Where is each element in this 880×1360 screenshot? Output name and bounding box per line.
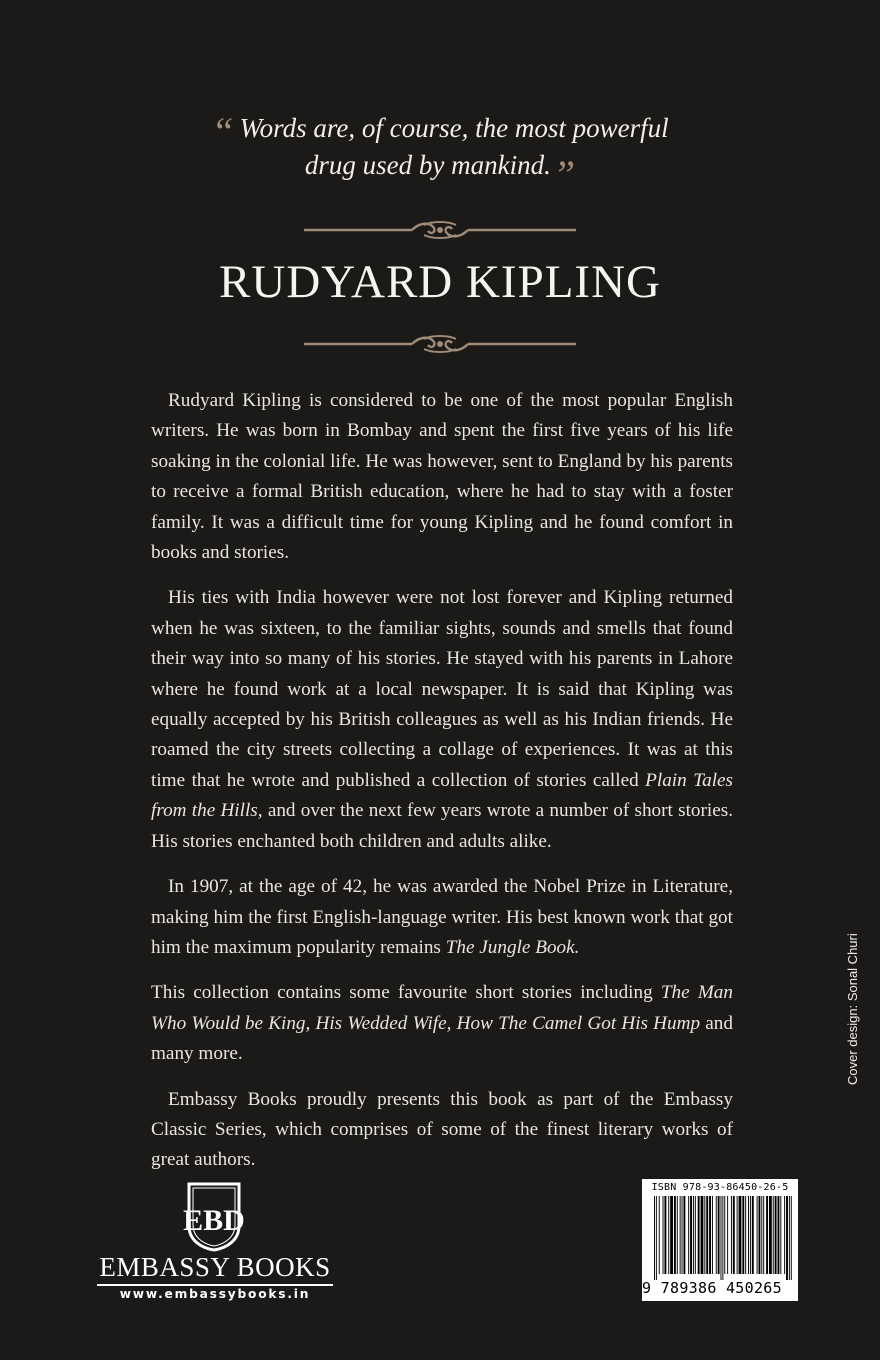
barcode-bar xyxy=(722,1196,723,1280)
barcode-bar xyxy=(701,1196,704,1274)
barcode-bar xyxy=(745,1196,746,1274)
barcode-bar xyxy=(766,1196,768,1274)
book-title-jungle-book: The Jungle Book. xyxy=(445,936,580,958)
publisher-name: EMBASSY BOOKS xyxy=(99,1252,331,1282)
barcode-bar xyxy=(769,1196,772,1274)
blurb-paragraph-3: In 1907, at the age of 42, he was awarded the Nobel Prize in Literature, making him the first English-language writer. His best known work that got him the maximum popularity remains The Jungle Book. xyxy=(151,876,733,958)
barcode-bar xyxy=(739,1196,742,1274)
barcode-bar xyxy=(718,1196,720,1274)
barcode-bar xyxy=(784,1196,785,1274)
quote-line-1: “ Words are, of course, the most powerful xyxy=(211,109,669,154)
back-cover-quote xyxy=(180,109,700,197)
barcode-bar xyxy=(752,1196,754,1274)
barcode-bar xyxy=(757,1196,758,1274)
cover-design-credit: Cover design: Sonal Churi xyxy=(845,933,860,1085)
barcode-bar xyxy=(791,1196,792,1280)
barcode-bar xyxy=(659,1196,660,1274)
barcode-bar xyxy=(750,1196,751,1274)
close-quote-mark: ” xyxy=(552,152,576,197)
barcode-bar xyxy=(664,1196,666,1274)
barcode-bar xyxy=(663,1196,664,1274)
barcode-bar xyxy=(709,1196,711,1274)
publisher-url: www.embassybooks.in xyxy=(119,1287,311,1301)
barcode-bar xyxy=(748,1196,749,1274)
barcode-bar xyxy=(706,1196,708,1274)
barcode-bar xyxy=(682,1196,683,1274)
barcode-bar xyxy=(763,1196,764,1274)
blurb-paragraph-4: This collection contains some favourite short stories including The Man Who Would be King, His Wedded Wife, How The Camel Got His Hump and many more. xyxy=(151,982,733,1065)
barcode-bar xyxy=(761,1196,762,1274)
barcode-bar xyxy=(680,1196,681,1274)
barcode-bar xyxy=(786,1196,788,1280)
isbn-label: ISBN 978-93-86450-26-5 xyxy=(651,1182,789,1193)
barcode-bar xyxy=(683,1196,685,1274)
barcode-bar xyxy=(775,1196,777,1274)
open-quote-mark: “ xyxy=(211,109,234,154)
ornament-divider-bottom-icon xyxy=(300,331,580,357)
barcode-bars-icon xyxy=(654,1196,794,1280)
ornament-divider-top-icon xyxy=(300,217,580,243)
barcode-bar xyxy=(704,1196,705,1274)
blurb-paragraph-5: Embassy Books proudly presents this book as part of the Embassy Classic Series, which comprises of some of the finest literary works of great authors. xyxy=(151,1088,733,1171)
barcode-bar xyxy=(654,1196,655,1280)
blurb-paragraph-1: Rudyard Kipling is considered to be one of the most popular English writers. He was born in Bombay and spent the first five years of his life soaking in the colonial life. He was however, sent to England by his parents to receive a formal British education, where he had to stay with a foster family. It was a difficult time for young Kipling and he found comfort in books and stories. xyxy=(151,390,733,564)
barcode-bar xyxy=(677,1196,678,1274)
book-title-plain-tales: Plain Tales from the Hills, xyxy=(151,769,734,822)
barcode-bar xyxy=(737,1196,738,1274)
barcode-bar xyxy=(724,1196,725,1274)
author-name: RUDYARD KIPLING xyxy=(219,256,661,308)
svg-text:EBD: EBD xyxy=(183,1204,245,1237)
barcode-bar xyxy=(780,1196,781,1274)
barcode-bar xyxy=(674,1196,676,1274)
barcode-bar xyxy=(716,1196,717,1274)
publisher-emblem-icon xyxy=(183,1178,245,1252)
isbn-digits: 9 789386 450265 xyxy=(642,1279,782,1297)
barcode-bar xyxy=(698,1196,700,1274)
barcode-bar xyxy=(778,1196,780,1274)
barcode-bar xyxy=(688,1196,689,1274)
barcode-bar xyxy=(690,1196,692,1274)
barcode-bar xyxy=(733,1196,735,1274)
barcode-bar xyxy=(731,1196,732,1274)
blurb-text xyxy=(151,386,733,1191)
barcode-bar xyxy=(789,1196,790,1280)
barcode-bar xyxy=(759,1196,761,1274)
barcode-bar xyxy=(693,1196,694,1274)
barcode-bar xyxy=(721,1196,722,1280)
isbn-barcode xyxy=(642,1179,798,1301)
barcode-bar xyxy=(727,1196,728,1274)
barcode-bar xyxy=(742,1196,744,1274)
barcode-bar xyxy=(656,1196,657,1280)
barcode-bar xyxy=(695,1196,696,1274)
logo-rule xyxy=(97,1284,333,1286)
quote-line-2: drug used by mankind.” xyxy=(304,150,576,197)
blurb-paragraph-2: His ties with India however were not lost forever and Kipling returned when he was sixteen, to the familiar sights, sounds and smells that found their way into so many of his stories. He stayed with his parents in Lahore where he found work at a local newspaper. It is said that Kipling was equally accepted by his British colleagues as well as his Indian friends. He roamed the city streets collecting a collage of experiences. It was at this time that he wrote and published a collection of stories called Plain Tales from the Hills, and over the next few years wrote a number of short stories. His stories enchanted both children and adults alike. xyxy=(151,587,734,852)
barcode-bar xyxy=(670,1196,673,1274)
barcode-bar xyxy=(668,1196,669,1274)
barcode-bar xyxy=(773,1196,774,1274)
story-titles: The Man Who Would be King, His Wedded Wife, How The Camel Got His Hump xyxy=(151,982,733,1034)
barcode-bar xyxy=(712,1196,713,1274)
